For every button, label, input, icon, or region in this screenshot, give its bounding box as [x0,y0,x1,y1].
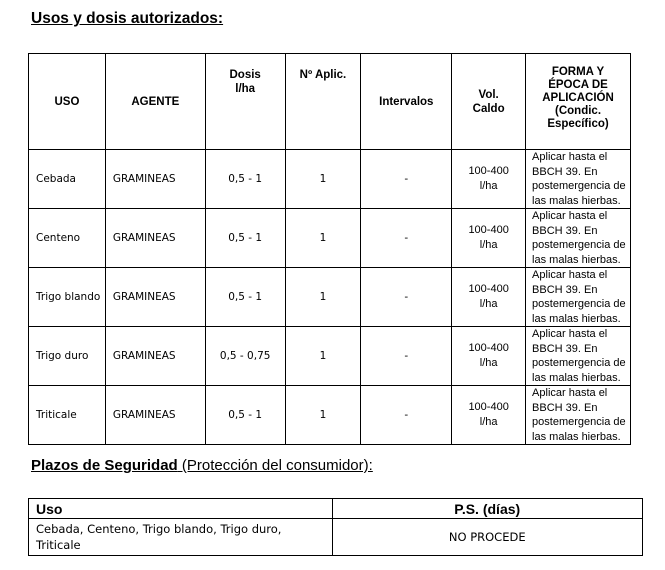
cell-aplic: 1 [285,268,361,327]
cell-agente: GRAMINEAS [105,209,205,268]
cell-uso: Trigo blando [29,268,106,327]
cell-forma-epoca: Aplicar hasta el BBCH 39. En postemergencia de las malas hierbas. [526,150,631,209]
table-row [29,519,643,556]
plazos-seguridad-table [28,498,643,556]
cell-uso: Cebada, Centeno, Trigo blando, Trigo duro, Triticale [29,519,333,556]
cell-agente: GRAMINEAS [105,386,205,445]
table-header-row [29,499,643,519]
cell-vol-caldo: 100-400 l/ha [452,327,526,386]
cell-aplic: 1 [285,150,361,209]
cell-dosis: 0,5 - 1 [205,386,285,445]
header-uso: Uso [29,499,333,519]
cell-intervalos: - [361,327,452,386]
cell-vol-caldo: 100-400 l/ha [452,268,526,327]
header-ps-dias: P.S. (días) [332,499,643,519]
table-header-row [29,54,631,150]
cell-aplic: 1 [285,386,361,445]
cell-dosis: 0,5 - 1 [205,150,285,209]
table-row [29,386,631,445]
cell-aplic: 1 [285,327,361,386]
cell-uso: Triticale [29,386,106,445]
cell-uso: Centeno [29,209,106,268]
header-forma-epoca: FORMA Y ÉPOCA DE APLICACIÓN (Condic. Específico) [526,54,631,150]
header-uso: USO [29,54,106,150]
section-title-plazos-bold: Plazos de Seguridad [31,457,178,474]
cell-dosis: 0,5 - 1 [205,209,285,268]
cell-forma-epoca: Aplicar hasta el BBCH 39. En postemergencia de las malas hierbas. [526,268,631,327]
cell-uso: Cebada [29,150,106,209]
cell-aplic: 1 [285,209,361,268]
table-row [29,209,631,268]
cell-dosis: 0,5 - 1 [205,268,285,327]
header-dosis: Dosis l/ha [205,54,285,150]
cell-intervalos: - [361,386,452,445]
cell-agente: GRAMINEAS [105,150,205,209]
section-title-plazos-rest: (Protección del consumidor): [177,457,373,474]
section-title-usos-dosis: Usos y dosis autorizados: [31,10,224,27]
cell-vol-caldo: 100-400 l/ha [452,209,526,268]
header-aplic: Nº Aplic. [285,54,361,150]
cell-ps: NO PROCEDE [332,519,643,556]
cell-intervalos: - [361,268,452,327]
cell-dosis: 0,5 - 0,75 [205,327,285,386]
header-agente: AGENTE [105,54,205,150]
header-intervalos: Intervalos [361,54,452,150]
cell-forma-epoca: Aplicar hasta el BBCH 39. En postemergencia de las malas hierbas. [526,209,631,268]
cell-intervalos: - [361,209,452,268]
table-row [29,268,631,327]
cell-vol-caldo: 100-400 l/ha [452,150,526,209]
cell-intervalos: - [361,150,452,209]
header-vol-caldo: Vol. Caldo [452,54,526,150]
cell-uso: Trigo duro [29,327,106,386]
table-row [29,150,631,209]
cell-agente: GRAMINEAS [105,268,205,327]
usos-dosis-table [28,53,631,445]
cell-forma-epoca: Aplicar hasta el BBCH 39. En postemergencia de las malas hierbas. [526,386,631,445]
cell-agente: GRAMINEAS [105,327,205,386]
cell-vol-caldo: 100-400 l/ha [452,386,526,445]
section-title-plazos [31,457,373,474]
cell-forma-epoca: Aplicar hasta el BBCH 39. En postemergencia de las malas hierbas. [526,327,631,386]
table-row [29,327,631,386]
